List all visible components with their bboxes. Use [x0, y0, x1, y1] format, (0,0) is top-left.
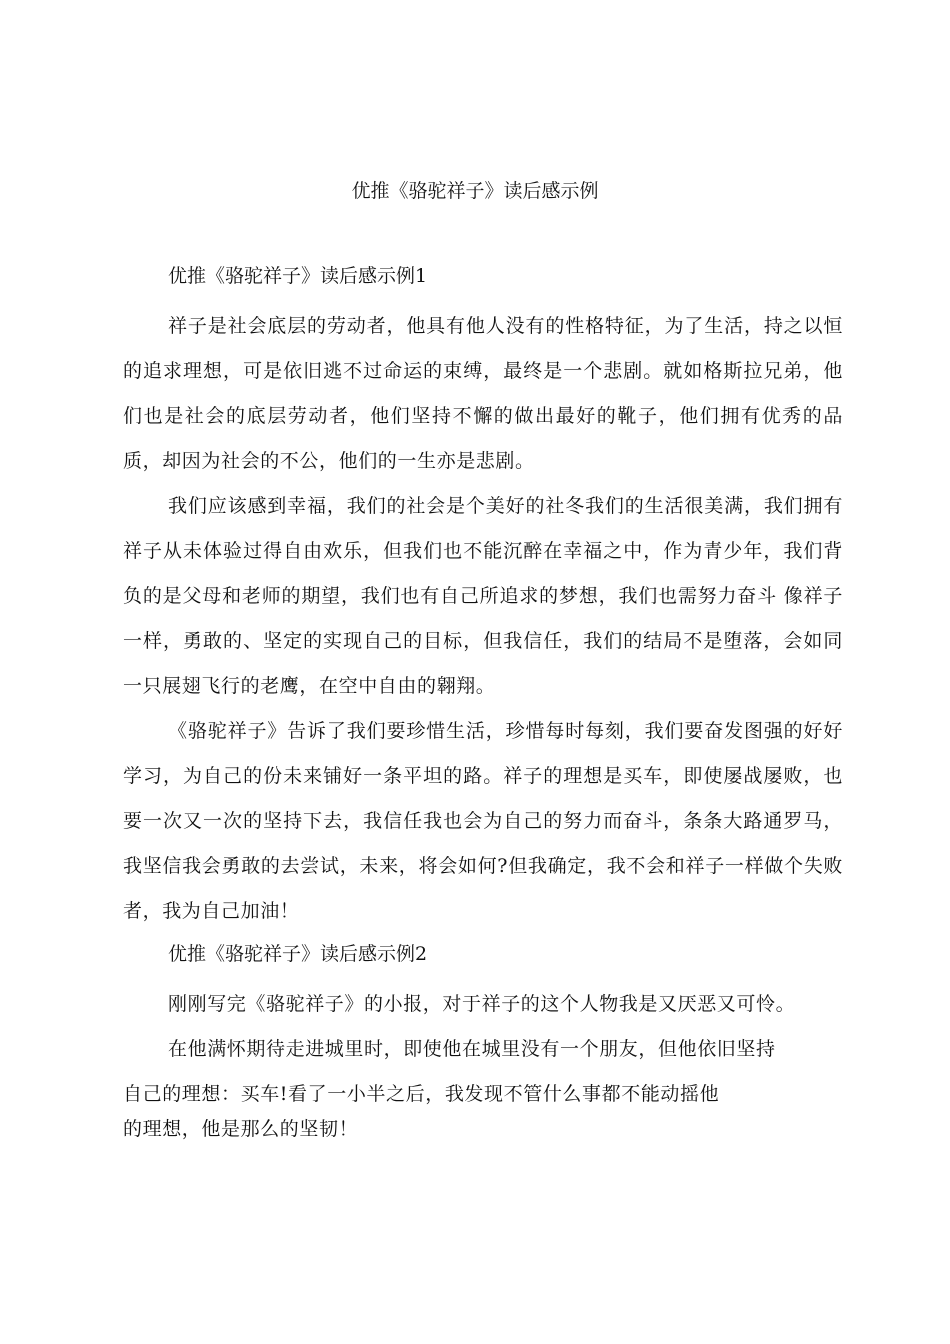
- document-title: 优推《骆驼祥子》读后感示例: [351, 180, 599, 202]
- paragraph: 在他满怀期待走进城里时，即使他在城里没有一个朋友，但他依旧坚持自己的理想：买车!看了一小半之后，我发现不管什么事都不能动摇他: [123, 1038, 776, 1105]
- paragraph: 祥子是社会底层的劳动者，他具有他人没有的性格特征，为了生活，持之以恒的追求理想，可是依旧逃不过命运的束缚，最终是一个悲剧。就如格斯拉兄弟，他们也是社会的底层劳动者，他们坚持不懈的做出最好的靴子，他们拥有优秀的品质，却因为社会的不公，他们的一生亦是悲剧。: [123, 315, 843, 472]
- paragraph: 我们应该感到幸福，我们的社会是个美好的社冬我们的生活很美满，我们拥有祥子从未体验过得自由欢乐，但我们也不能沉醉在幸福之中，作为青少年，我们背负的是父母和老师的期望，我们也有自己所追求的梦想，我们也需努力奋斗 像祥子一样，勇敢的、坚定的实现自己的目标，但我信任，我们的结局不是堕落，会如同一只展翅飞行的老鹰，在空中自由的翱翔。: [123, 495, 843, 697]
- section-heading-2: 优推《骆驼祥子》读后感示例2: [168, 943, 428, 965]
- paragraph: 《骆驼祥子》告诉了我们要珍惜生活，珍惜每时每刻，我们要奋发图强的好好学习，为自己的份未来铺好一条平坦的路。祥子的理想是买车，即使屡战屡败，也要一次又一次的坚持下去，我信任我也会为自己的努力而奋斗，条条大路通罗马，我坚信我会勇敢的去尝试，未来，将会如何?但我确定，我不会和祥子一样做个失败者，我为自己加油！: [123, 720, 843, 922]
- section-heading-1: 优推《骆驼祥子》读后感示例1: [168, 265, 428, 287]
- paragraph-continuation: 的理想，他是那么的坚韧！: [123, 1118, 359, 1140]
- document-body: [123, 256, 843, 1149]
- paragraph: 刚刚写完《骆驼祥子》的小报，对于祥子的这个人物我是又厌恶又可怜。: [168, 993, 796, 1015]
